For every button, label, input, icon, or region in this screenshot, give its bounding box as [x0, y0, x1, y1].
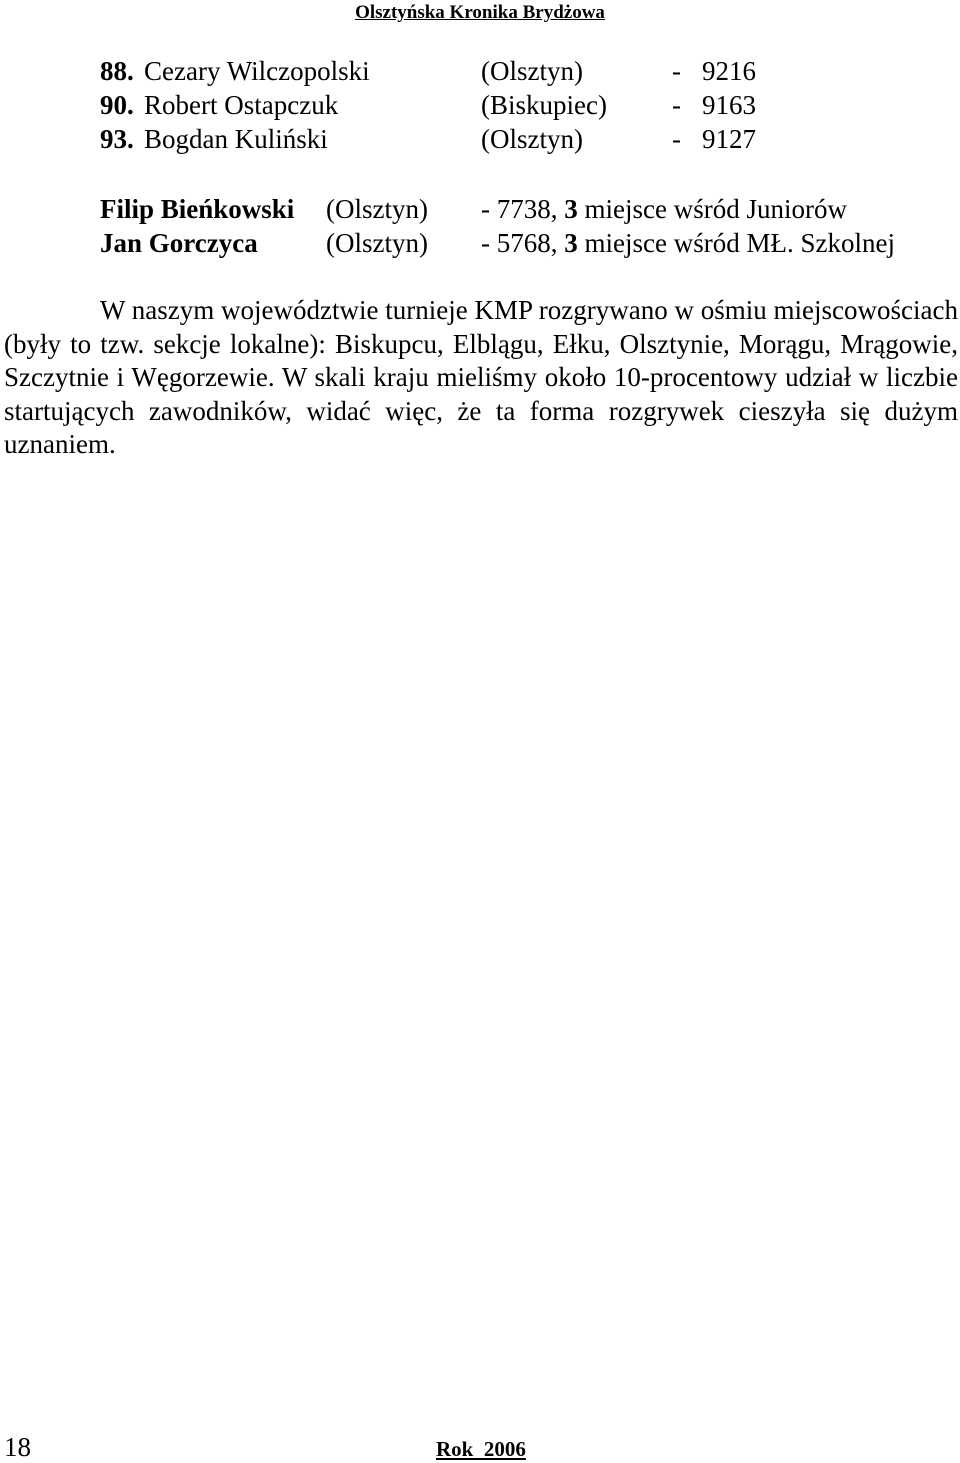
page-number: 18: [4, 1432, 31, 1462]
ranking-place: 93.: [100, 124, 134, 154]
ranking-player-name: Robert Ostapczuk: [144, 90, 339, 120]
junior-city: (Olsztyn): [326, 228, 428, 258]
ranking-player-name: Cezary Wilczopolski: [144, 56, 370, 86]
ranking-dash: -: [672, 124, 681, 154]
junior-row: [0, 226, 960, 260]
ranking-player-name: Bogdan Kuliński: [144, 124, 328, 154]
ranking-row: [0, 122, 960, 156]
body-paragraph: W naszym województwie turnieje KMP rozgrywano w ośmiu miejscowościach (były to tzw. sekcje lokalne): Biskupcu, Elblągu, Ełku, Olsztynie, Morągu, Mrągowie, Szczytnie i Węgorzewie. W skali kraju mieliśmy około 10-procentowy udział w liczbie startujących zawodników, widać więc, że ta forma rozgrywek cieszyła się dużym uznaniem.: [4, 295, 958, 459]
junior-result: [481, 192, 847, 226]
junior-category: miejsce wśród Juniorów: [577, 194, 847, 224]
ranking-place: 88.: [100, 56, 134, 86]
ranking-city: (Olsztyn): [481, 56, 583, 86]
junior-player-name: Filip Bieńkowski: [100, 194, 295, 224]
ranking-row: [0, 54, 960, 88]
ranking-score: 9127: [702, 124, 756, 154]
ranking-row: [0, 88, 960, 122]
junior-result: [481, 226, 895, 260]
ranking-dash: -: [672, 90, 681, 120]
junior-place: 3: [564, 228, 578, 258]
ranking-score: 9163: [702, 90, 756, 120]
junior-player-name: Jan Gorczyca: [100, 228, 258, 258]
page-header-title: Olsztyńska Kronika Brydżowa: [355, 2, 605, 23]
ranking-dash: -: [672, 56, 681, 86]
ranking-city: (Olsztyn): [481, 124, 583, 154]
junior-score: - 5768,: [481, 228, 565, 258]
junior-row: [0, 192, 960, 226]
junior-place: 3: [564, 194, 578, 224]
ranking-place: 90.: [100, 90, 134, 120]
ranking-score: 9216: [702, 56, 756, 86]
junior-category: miejsce wśród MŁ. Szkolnej: [577, 228, 895, 258]
ranking-city: (Biskupiec): [481, 90, 607, 120]
junior-city: (Olsztyn): [326, 194, 428, 224]
junior-score: - 7738,: [481, 194, 565, 224]
footer-year: Rok 2006: [436, 1437, 526, 1461]
